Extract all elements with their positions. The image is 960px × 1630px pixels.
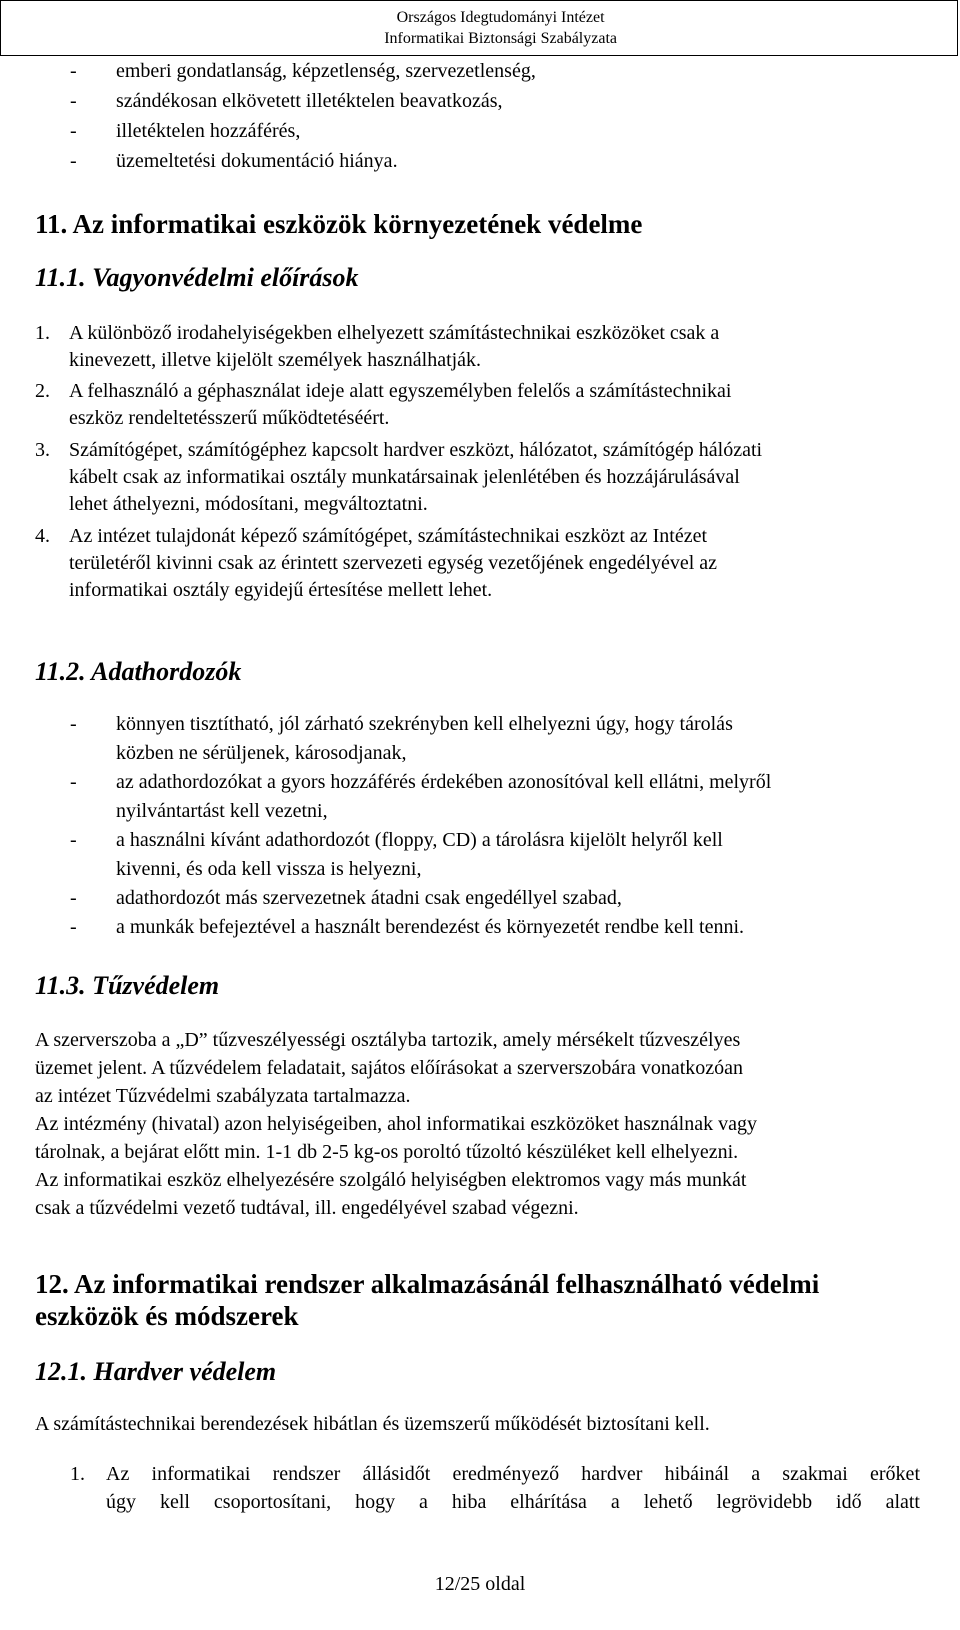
page-header — [0, 0, 958, 56]
section-11-2-heading: 11.2. Adathordozók — [35, 657, 242, 686]
header-text — [384, 7, 617, 49]
header-institution: Országos Idegtudományi Intézet — [396, 9, 605, 26]
hardware-intro: A számítástechnikai berendezések hibátlan és üzemszerű működését biztosítani kell. — [35, 1413, 710, 1435]
media-rules-list — [70, 710, 771, 942]
page-number: 12/25 oldal — [434, 1573, 526, 1595]
threat-list — [70, 56, 536, 176]
section-11-heading: 11. Az informatikai eszközök környezetének védelme — [35, 209, 643, 239]
section-12-heading: 12. Az informatikai rendszer alkalmazásánál felhasználható védelmi eszközök és módszerek — [35, 1269, 820, 1331]
list-item: 3. Számítógépet, számítógéphez kapcsolt hardver eszközt, hálózatot, számítógép hálózati kábelt csak az informatikai osztály munkatársainak jelenlétében és hozzájárulásával lehet áthelyezni, módosítani, megváltoztatni. — [35, 439, 763, 515]
list-item: - könnyen tisztítható, jól zárható szekrényben kell elhelyezni úgy, hogy tárolás közben ne sérüljenek, károsodjanak, — [70, 713, 733, 764]
hardware-rules-list — [70, 1460, 920, 1516]
list-item: - emberi gondatlanság, képzetlenség, szervezetlenség, — [70, 60, 536, 82]
list-item: - a használni kívánt adathordozót (floppy, CD) a tárolásra kijelölt helyről kell kivenni, és oda kell vissza is helyezni, — [70, 829, 723, 880]
list-item: - a munkák befejeztével a használt berendezést és környezetét rendbe kell tenni. — [70, 916, 745, 938]
section-11-1-heading: 11.1. Vagyonvédelmi előírások — [35, 263, 359, 292]
list-item: 2. A felhasználó a géphasználat ideje alatt egyszemélyben felelős a számítástechnikai eszköz rendeltetésszerű működtetéséért. — [35, 380, 732, 429]
property-rules-list — [35, 320, 762, 604]
list-item: - illetéktelen hozzáférés, — [70, 120, 301, 142]
list-item: 1. Az informatikai rendszer állásidőt eredményező hardver hibáinál a szakmai erőket úgy kell csoportosítani, hogy a hiba elhárítása a lehető legrövidebb idő alatt — [70, 1463, 920, 1513]
section-12-1-heading: 12.1. Hardver védelem — [35, 1357, 277, 1386]
list-item: 4. Az intézet tulajdonát képező számítógépet, számítástechnikai eszközt az Intézet területéről kivinni csak az érintett szervezeti egység vezetőjének engedélyével az informatikai osztály egyidejű értesítése mellett lehet. — [35, 525, 718, 601]
list-item: - adathordozót más szervezetnek átadni csak engedéllyel szabad, — [70, 887, 622, 909]
fire-protection-text: A szerverszoba a „D” tűzveszélyességi osztályba tartozik, amely mérsékelt tűzveszélyes üzemet jelent. A tűzvédelem feladatait, sajátos előírásokat a szerverszobára vonatkozóan az intézet Tűzvédelmi szabályzata tartalmazza. Az intézmény (hivatal) azon helyiségeiben, ahol informatikai eszközöket használnak vagy tárolnak, a bejárat előtt min. 1-1 db 2-5 kg-os poroltó tűzoltó készüléket kell elhelyezni. Az informatikai eszköz elhelyezésére szolgáló helyiségben elektromos vagy más munkát csak a tűzvédelmi vezető tudtával, ill. engedélyével szabad végezni. — [35, 1029, 757, 1219]
list-item: 1. A különböző irodahelyiségekben elhelyezett számítástechnikai eszközöket csak a kinevezett, illetve kijelölt személyek használhatják. — [35, 322, 720, 371]
header-document-title: Informatikai Biztonsági Szabályzata — [384, 30, 617, 47]
list-item: - szándékosan elkövetett illetéktelen beavatkozás, — [70, 90, 503, 112]
list-item: - az adathordozókat a gyors hozzáférés érdekében azonosítóval kell ellátni, melyről nyilvántartást kell vezetni, — [70, 771, 772, 822]
list-item: - üzemeltetési dokumentáció hiánya. — [70, 150, 398, 172]
section-11-3-heading: 11.3. Tűzvédelem — [35, 971, 220, 1000]
